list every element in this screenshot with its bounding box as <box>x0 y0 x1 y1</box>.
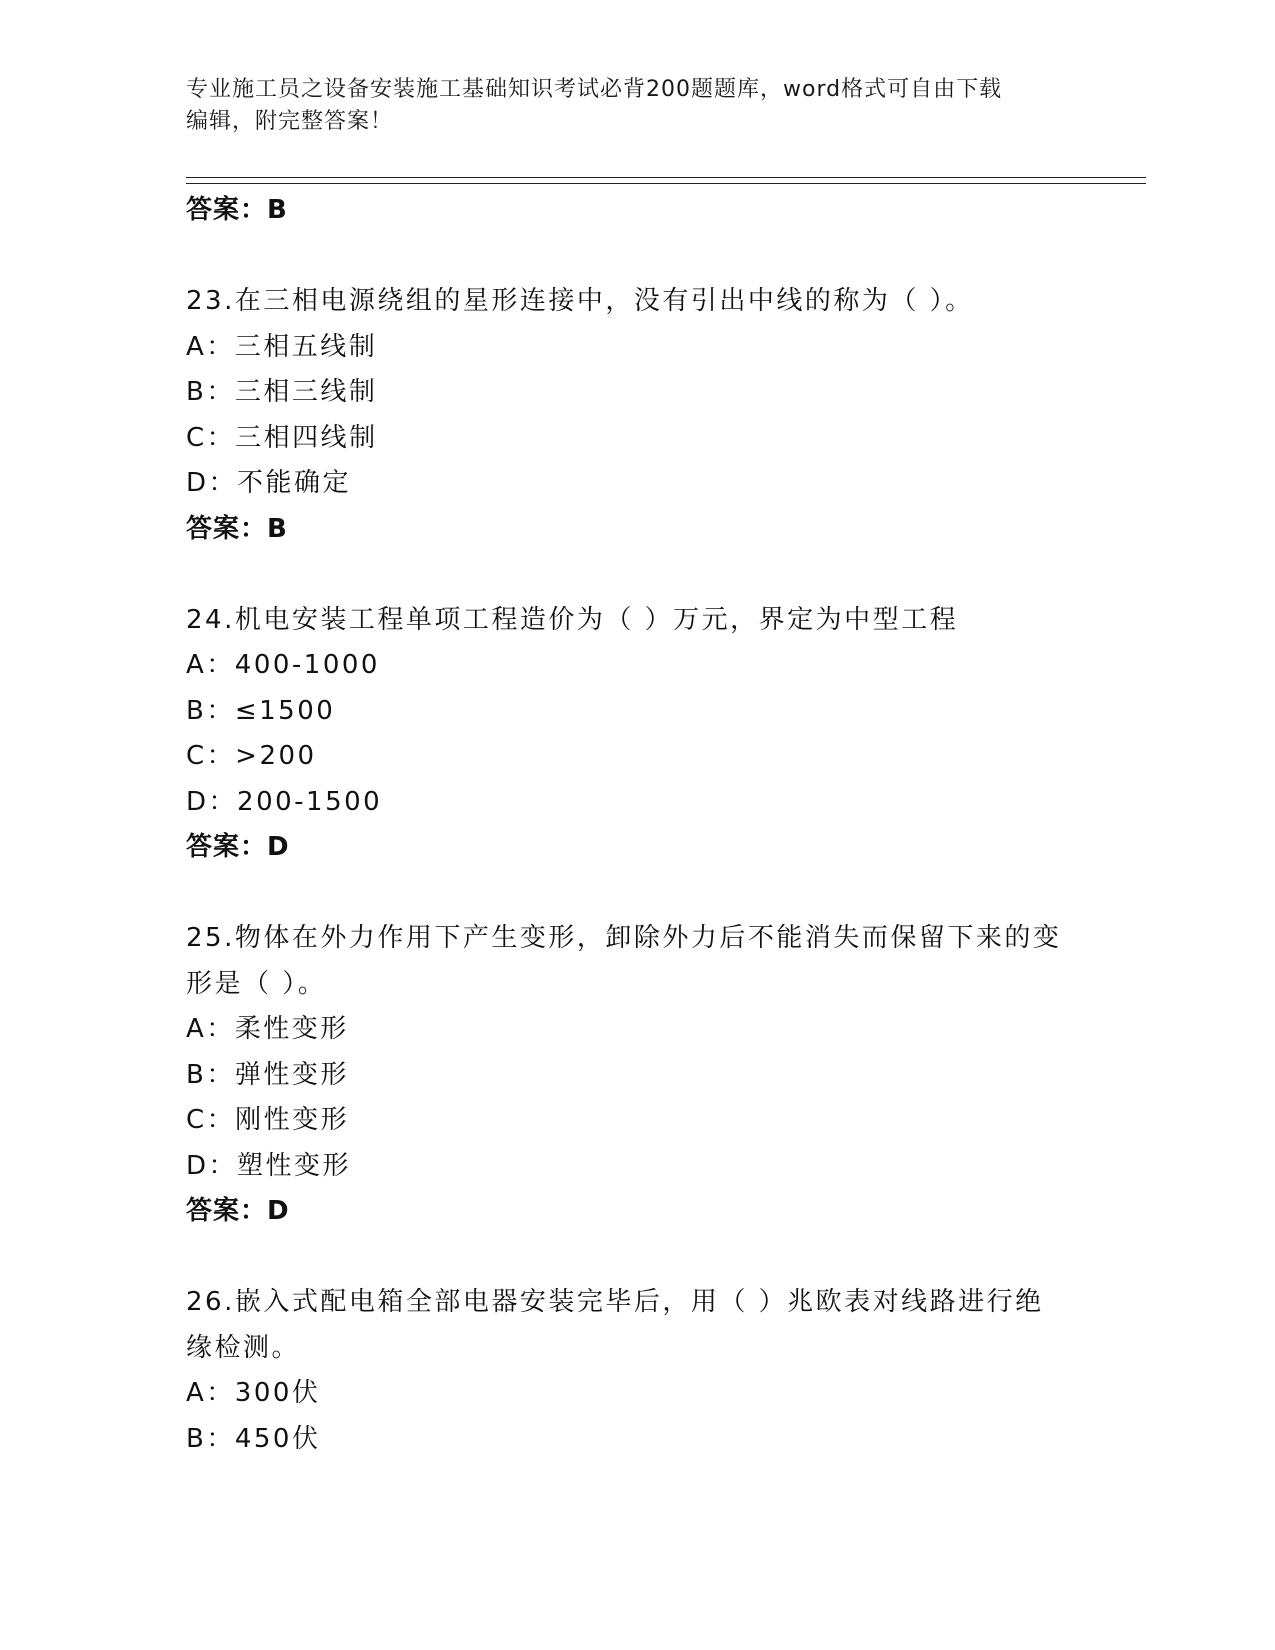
answer: 答案：D <box>186 1196 290 1226</box>
option-a: A：300伏 <box>186 1378 321 1408</box>
question-stem-line-1: 25.物体在外力作用下产生变形，卸除外力后不能消失而保留下来的变 <box>186 923 1062 953</box>
header-title-line-2: 编辑，附完整答案！ <box>186 109 394 134</box>
option-d: D：不能确定 <box>186 468 352 498</box>
option-b: B：三相三线制 <box>186 377 378 407</box>
question-24 <box>186 598 1086 871</box>
question-23 <box>186 279 1086 552</box>
option-a: A：400-1000 <box>186 650 380 680</box>
answer: 答案：B <box>186 513 288 544</box>
option-b: B：≤1500 <box>186 695 336 726</box>
question-stem: 24.机电安装工程单项工程造价为（ ）万元，界定为中型工程 <box>186 604 959 635</box>
option-a: A：三相五线制 <box>186 331 378 362</box>
header-divider-top <box>186 177 1146 178</box>
previous-answer: 答案：B <box>186 195 288 225</box>
option-d: D：200-1500 <box>186 786 383 817</box>
answer: 答案：D <box>186 832 290 862</box>
option-a: A：柔性变形 <box>186 1014 349 1044</box>
spacer <box>186 871 1086 917</box>
question-25 <box>186 916 1086 1235</box>
option-c: C：>200 <box>186 741 317 771</box>
question-stem-line-1: 26.嵌入式配电箱全部电器安装完毕后，用（ ）兆欧表对线路进行绝 <box>186 1287 1044 1317</box>
spacer <box>186 234 1086 280</box>
question-stem-line-2: 形是（ ）。 <box>186 968 327 999</box>
option-d: D：塑性变形 <box>186 1150 352 1181</box>
spacer <box>186 1235 1086 1281</box>
question-list <box>186 188 1086 1462</box>
option-b: B：弹性变形 <box>186 1059 349 1090</box>
header-title-line-1: 专业施工员之设备安装施工基础知识考试必背200题题库，word格式可自由下载 <box>186 77 1003 102</box>
question-stem: 23.在三相电源绕组的星形连接中，没有引出中线的称为（ ）。 <box>186 286 974 316</box>
question-26 <box>186 1280 1086 1462</box>
header-divider-bottom <box>186 183 1146 184</box>
page-header <box>186 74 1086 138</box>
option-b: B：450伏 <box>186 1423 321 1454</box>
option-c: C：三相四线制 <box>186 422 378 453</box>
question-stem-line-2: 缘检测。 <box>186 1332 301 1363</box>
spacer <box>186 552 1086 598</box>
option-c: C：刚性变形 <box>186 1105 350 1135</box>
